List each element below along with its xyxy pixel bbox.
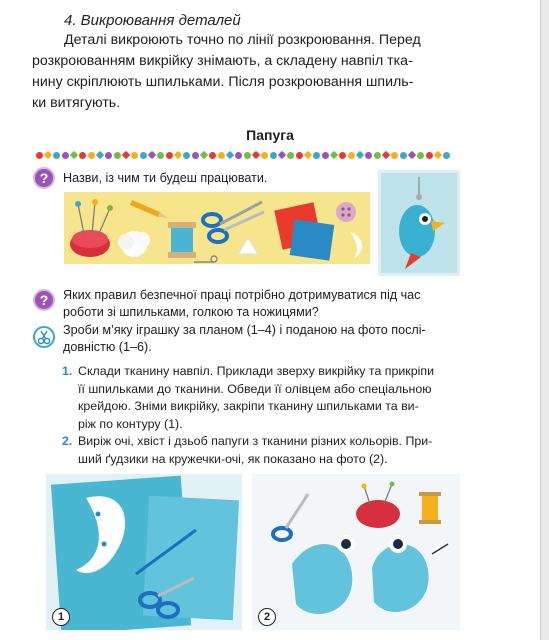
step-line: її шпильками до тканини. Обведи її олівцем або спеціальною: [78, 381, 432, 396]
decorative-dot: [408, 151, 416, 159]
page-edge: [540, 0, 549, 640]
question-2-line-1: Яких правил безпечної праці потрібно дотримуватися під час: [63, 288, 421, 302]
decorative-dot: [209, 152, 216, 159]
decorative-dot: [244, 152, 251, 159]
step-line: Склади тканину навпіл. Приклади зверху викрійку та прикріпи: [78, 364, 434, 378]
decorative-dot: [417, 152, 424, 159]
card-title: Папуга: [246, 127, 294, 143]
cotton-wool-icon: [118, 231, 150, 257]
step-line: ший ґудзики на кружечки-очі, як показано на фото (2).: [78, 451, 388, 466]
step-line: ріж по контуру (1).: [78, 416, 183, 431]
decorative-dot: [261, 152, 268, 159]
decorative-dot: [200, 151, 208, 159]
tailor-chalk-icon: [238, 238, 258, 254]
paragraph-line: Деталі викроюють точно по лінії розкроювання. Перед: [64, 32, 421, 48]
thread-spool-icon: [168, 222, 196, 258]
pin-cushion-icon: [70, 199, 113, 257]
decorative-dot: [174, 151, 182, 159]
step-1-drawing: [46, 474, 242, 630]
decorative-dot: [105, 152, 112, 159]
paragraph-line: розкроюванням викрійку знімають, а складену навпіл тка-: [32, 53, 413, 69]
paragraph-line: ки витягують.: [32, 95, 121, 111]
parrot-toy-photo: [378, 170, 460, 276]
paragraph-line: нину скріплюють шпильками. Після розкроювання шпиль-: [32, 74, 414, 90]
step-2: [62, 433, 467, 468]
decorative-dot: [434, 151, 442, 159]
step-2-drawing: [252, 474, 460, 630]
decorative-dot: [235, 152, 242, 159]
question-2-line-2: роботи зі шпильками, голкою та ножицями?: [63, 305, 319, 319]
decorative-dot: [443, 152, 450, 159]
task-line-1: Зроби м’яку іграшку за планом (1–4) і поданою на фото послі-: [63, 323, 426, 337]
decorative-dot: [157, 152, 164, 159]
decorative-dot: [140, 152, 147, 159]
step-line: крейдою. Зніми викрійку, закріпи тканину шпильками та ви-: [78, 399, 419, 413]
decorative-dot: [382, 151, 390, 159]
decorative-dot: [330, 151, 338, 159]
decorative-dot: [391, 152, 398, 159]
felt-pieces-icon: [274, 202, 334, 260]
parrot-drawing: [381, 173, 457, 273]
decorative-dot: [114, 152, 121, 159]
scissors-icon: [203, 202, 264, 242]
step-number: 2.: [62, 434, 73, 448]
decorative-dot: [62, 152, 69, 159]
decorative-dot: [192, 152, 199, 159]
safety-pin-icon: [194, 256, 217, 262]
step-1: [62, 363, 467, 433]
decorative-dot: [79, 152, 86, 159]
decorative-dot: [426, 152, 433, 159]
question-1-text: Назви, із чим ти будеш працювати.: [63, 171, 268, 185]
decorative-dot: [365, 152, 372, 159]
decorative-dot: [96, 151, 104, 159]
decorative-dot: [166, 152, 173, 159]
pencil-icon: [130, 200, 168, 218]
section-paragraph: [32, 30, 472, 114]
task-line-2: довністю (1–6).: [63, 340, 152, 354]
decorative-dot: [287, 152, 294, 159]
step-photo-2: [252, 474, 460, 630]
decorative-dot: [270, 152, 277, 159]
decorative-dot: [348, 152, 355, 159]
decorative-dot: [53, 152, 60, 159]
decorative-dot: [88, 152, 95, 159]
decorative-dot: [122, 151, 130, 159]
decorative-dot: [296, 152, 303, 159]
decorative-dot: [36, 152, 43, 159]
decorative-dot: [356, 151, 364, 159]
decorative-dot: [131, 152, 138, 159]
decorative-dot: [226, 151, 234, 159]
step-photo-1: [46, 474, 242, 630]
decorative-dot: [183, 152, 190, 159]
decorative-dot: [400, 152, 407, 159]
decorative-dot: [322, 152, 329, 159]
materials-illustration: [64, 192, 370, 264]
decorative-dot: [148, 151, 156, 159]
question-icon: ?: [33, 289, 55, 311]
decorative-dot: [278, 151, 286, 159]
paper-pattern-icon: [350, 232, 362, 258]
button-icon: [336, 202, 356, 222]
decorative-dot: [313, 152, 320, 159]
decorative-dot: [252, 151, 260, 159]
section-title: 4. Викроювання деталей: [64, 12, 241, 29]
photo-number-badge: 1: [52, 608, 70, 626]
step-number: 1.: [62, 364, 73, 378]
decorative-dot: [218, 152, 225, 159]
step-line: Виріж очі, хвіст і дзьоб папуги з тканини різних кольорів. При-: [78, 434, 433, 448]
decorative-dot: [304, 151, 312, 159]
decorative-dot: [339, 152, 346, 159]
materials-drawing: [64, 192, 370, 264]
decorative-dot-border: [36, 150, 468, 160]
decorative-dot: [44, 151, 52, 159]
decorative-dot: [374, 152, 381, 159]
decorative-dot: [70, 151, 78, 159]
question-icon: ?: [33, 167, 55, 189]
photo-number-badge: 2: [258, 608, 276, 626]
scissors-icon: [33, 326, 55, 348]
